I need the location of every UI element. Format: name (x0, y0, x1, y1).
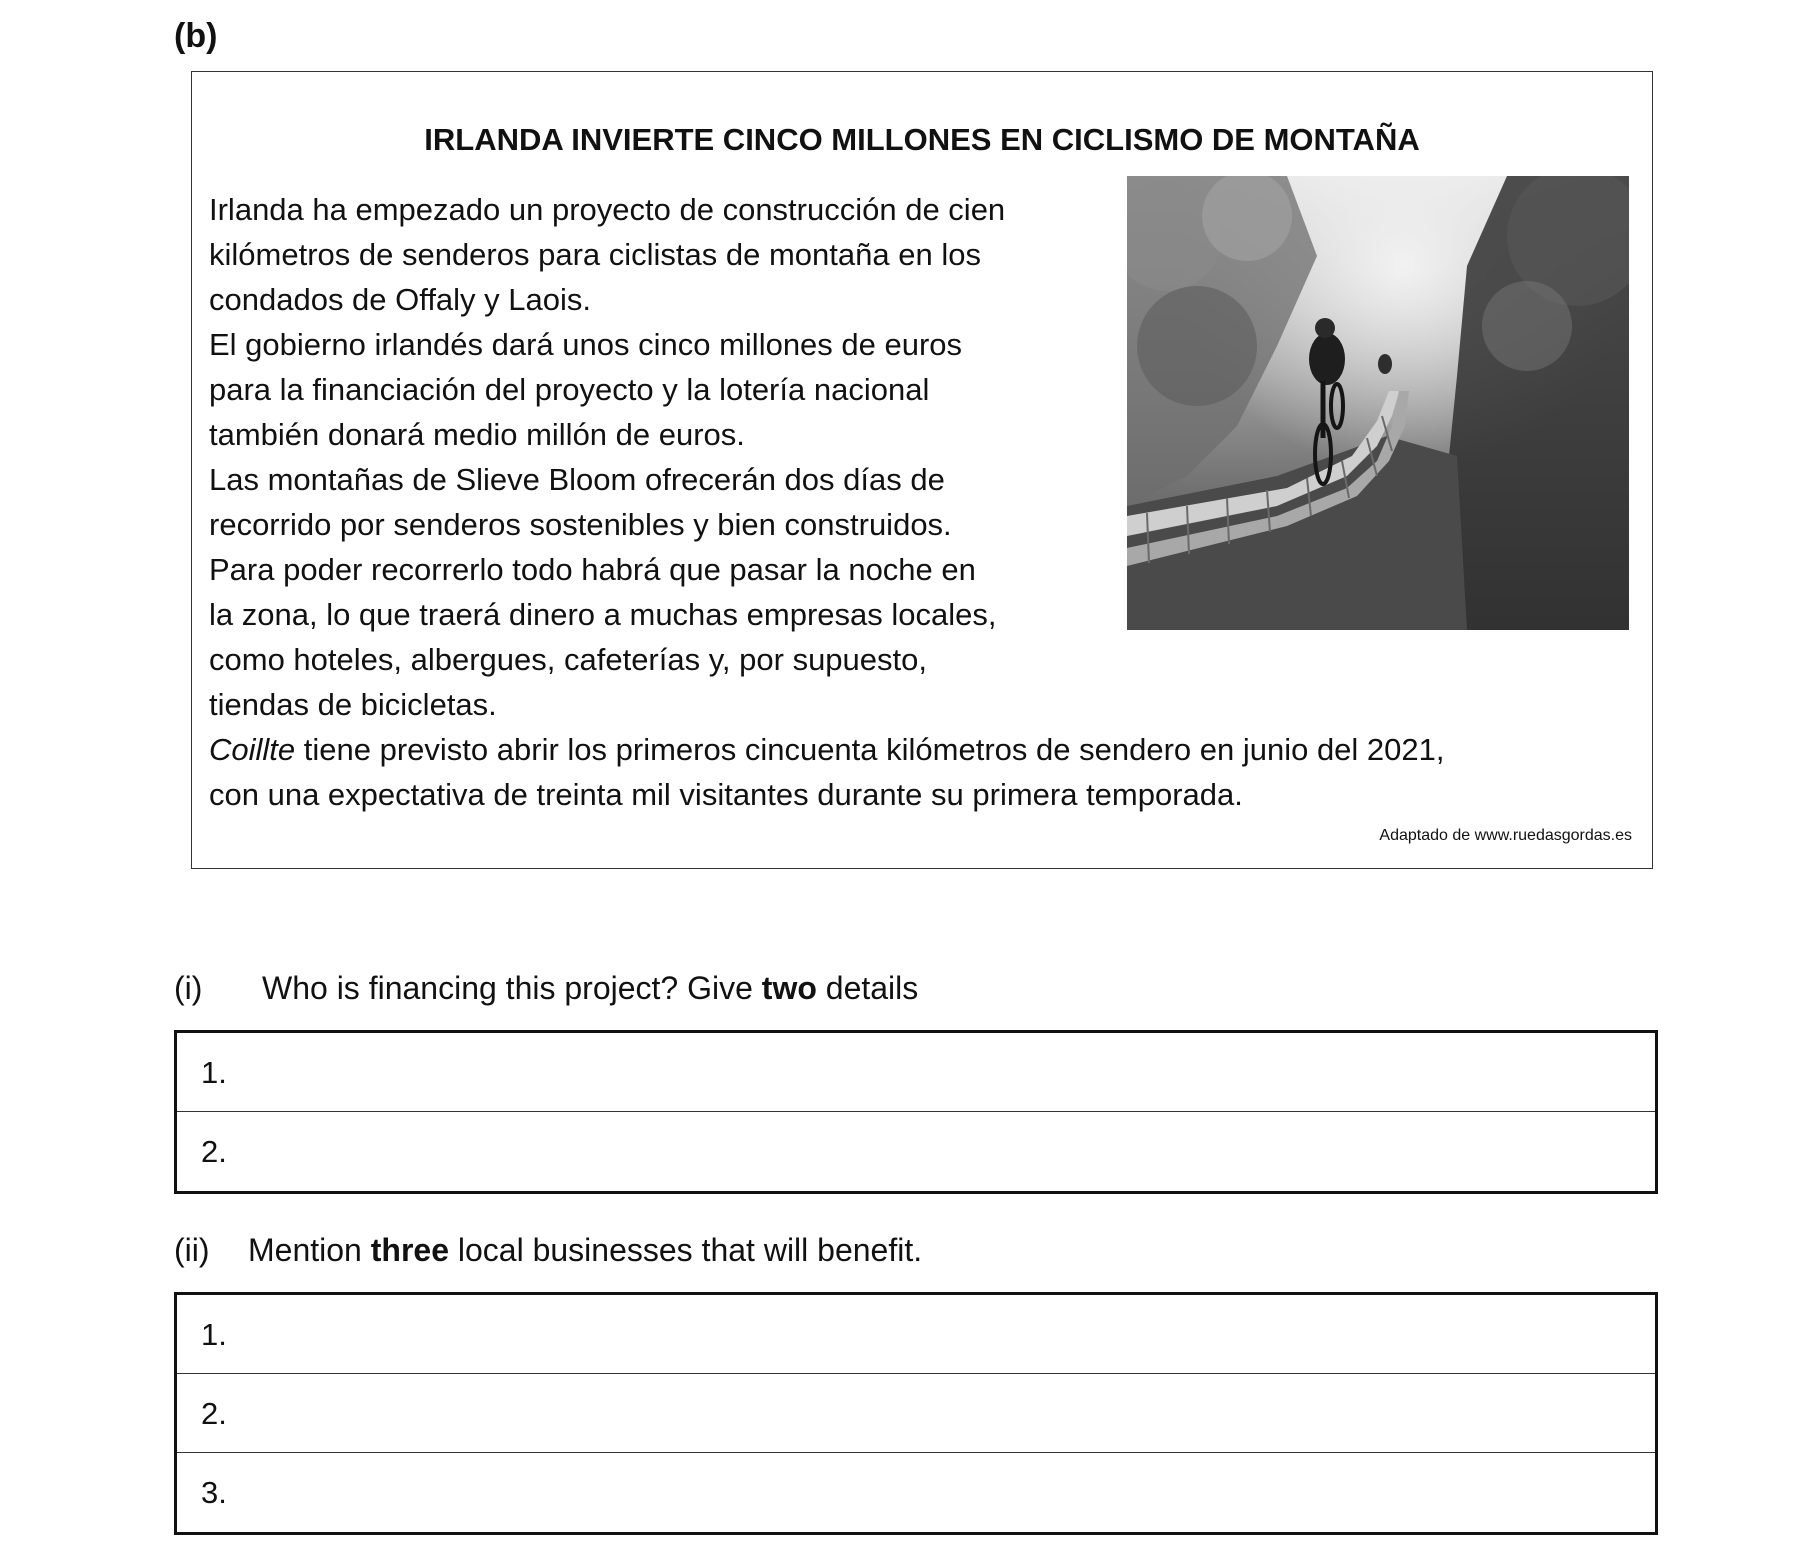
answer-field-3[interactable] (177, 1453, 1655, 1532)
question-i (174, 966, 918, 1010)
question-number: (i) (174, 970, 203, 1006)
article-body (209, 187, 1639, 817)
article-box (191, 71, 1653, 869)
closing-text: tiene previsto abrir los primeros cincuenta kilómetros de sendero en junio del 2021, con una expectativa de treinta mil visitantes durante su primera temporada. (209, 732, 1445, 812)
answer-field-2[interactable] (177, 1112, 1655, 1191)
article-closing-paragraph (209, 727, 1639, 817)
question-text-start: Who is financing this project? Give (262, 970, 762, 1006)
source-credit: Adaptado de www.ruedasgordas.es (1379, 827, 1632, 844)
question-emphasis: three (370, 1232, 449, 1268)
question-text-start: Mention (248, 1232, 371, 1268)
row-number: 2. (201, 1396, 227, 1431)
answer-field-1[interactable] (177, 1033, 1655, 1112)
row-number: 1. (201, 1055, 227, 1090)
question-number: (ii) (174, 1232, 210, 1268)
question-text-end: details (816, 970, 919, 1006)
question-text-end: local businesses that will benefit. (448, 1232, 923, 1268)
question-ii (174, 1228, 922, 1272)
question-emphasis: two (761, 970, 817, 1006)
answer-box-i (174, 1030, 1658, 1194)
row-number: 1. (201, 1317, 227, 1352)
row-number: 3. (201, 1475, 227, 1510)
part-label: (b) (174, 17, 218, 55)
article-paragraph: Irlanda ha empezado un proyecto de construcción de cien kilómetros de senderos para ciclistas de montaña en los condados de Offaly y Laois. El gobierno irlandés dará unos cinco millones de euros para la financiación del proyecto y la lotería nacional también donará medio millón de euros. Las montañas de Slieve Bloom ofrecerán dos días de recorrido por senderos sostenibles y bien construidos. Para poder recorrerlo todo habrá que pasar la noche en la zona, lo que traerá dinero a muchas empresas locales, como hoteles, albergues, cafeterías y, por supuesto, tiendas de bicicletas. (209, 192, 1006, 722)
answer-field-2[interactable] (177, 1374, 1655, 1453)
answer-box-ii (174, 1292, 1658, 1535)
article-headline: IRLANDA INVIERTE CINCO MILLONES EN CICLISMO DE MONTAÑA (424, 122, 1420, 157)
answer-field-1[interactable] (177, 1295, 1655, 1374)
organisation-name: Coillte (209, 732, 296, 767)
row-number: 2. (201, 1134, 227, 1169)
